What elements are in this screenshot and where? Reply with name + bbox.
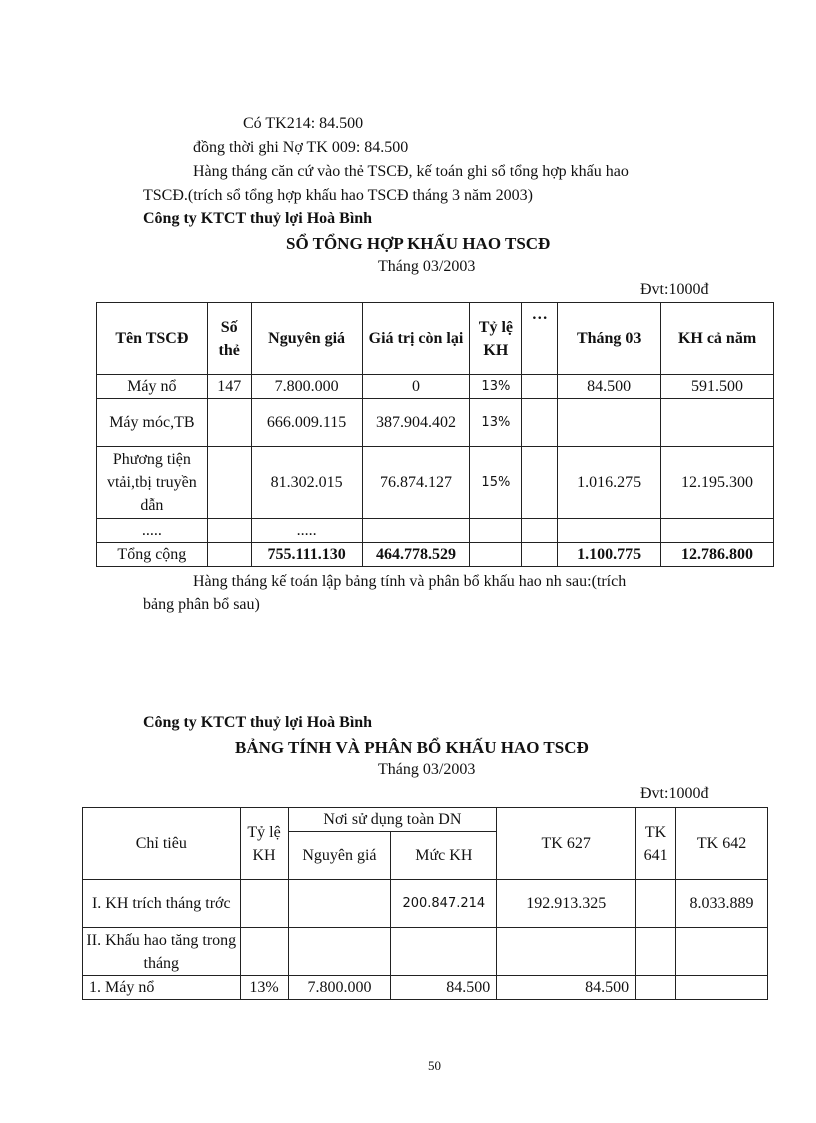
header-nguyen-gia: Nguyên giá bbox=[288, 832, 391, 880]
cell-ty-le bbox=[240, 928, 288, 976]
cell-dots bbox=[522, 375, 558, 399]
cell-tk627: 192.913.325 bbox=[497, 880, 636, 928]
cell-tk642 bbox=[676, 928, 768, 976]
cell-thang bbox=[558, 519, 661, 543]
cell-dots bbox=[522, 543, 558, 567]
cell-nguyen-gia: 81.302.015 bbox=[251, 447, 362, 519]
cell-dots bbox=[522, 399, 558, 447]
cell-tk641 bbox=[636, 928, 676, 976]
cell-so-the bbox=[207, 447, 251, 519]
cell-tk642: 8.033.889 bbox=[676, 880, 768, 928]
table-row bbox=[83, 976, 768, 1000]
cell-tk641 bbox=[636, 880, 676, 928]
cell-chi-tieu: II. Khấu hao tăng trong tháng bbox=[83, 928, 241, 976]
header-thang-03: Tháng 03 bbox=[558, 303, 661, 375]
depreciation-summary-table bbox=[96, 302, 774, 567]
company-name-2: Công ty KTCT thuỷ lợi Hoà Bình bbox=[143, 714, 373, 731]
cell-nguyen-gia bbox=[288, 880, 391, 928]
cell-tk627 bbox=[497, 928, 636, 976]
table-row bbox=[97, 375, 774, 399]
cell-con-lai bbox=[362, 519, 470, 543]
cell-nguyen-gia: 666.009.115 bbox=[251, 399, 362, 447]
cell-chi-tieu: 1. Máy nổ bbox=[83, 976, 241, 1000]
table1-header-row bbox=[97, 303, 774, 375]
cell-nguyen-gia bbox=[288, 928, 391, 976]
cell-so-the bbox=[207, 399, 251, 447]
cell-tk641 bbox=[636, 976, 676, 1000]
cell-ty-le: 13% bbox=[240, 976, 288, 1000]
cell-dots bbox=[522, 519, 558, 543]
header-gia-tri-con-lai: Giá trị còn lại bbox=[362, 303, 470, 375]
table1-title: SỔ TỔNG HỢP KHẤU HAO TSCĐ bbox=[286, 234, 551, 253]
cell-con-lai: 0 bbox=[362, 375, 470, 399]
cell-ty-le bbox=[470, 543, 522, 567]
depreciation-allocation-table bbox=[82, 807, 768, 1000]
cell-muc-kh bbox=[391, 928, 497, 976]
cell-tk627: 84.500 bbox=[497, 976, 636, 1000]
cell-name: Tổng cộng bbox=[97, 543, 208, 567]
cell-ty-le bbox=[240, 880, 288, 928]
cell-name: ..... bbox=[97, 519, 208, 543]
cell-name: Phương tiện vtải,tbị truyền dẫn bbox=[97, 447, 208, 519]
header-muc-kh: Mức KH bbox=[391, 832, 497, 880]
company-name-1: Công ty KTCT thuỷ lợi Hoà Bình bbox=[143, 210, 373, 227]
cell-nguyen-gia: ..... bbox=[251, 519, 362, 543]
middle-line-2: bảng phân bổ sau) bbox=[143, 596, 260, 613]
header-ty-le-kh: Tỷ lệ KH bbox=[240, 808, 288, 880]
cell-muc-kh: 200.847.214 bbox=[391, 880, 497, 928]
intro-line-3: Hàng tháng căn cứ vào thẻ TSCĐ, kế toán ghi sổ tổng hợp khấu hao bbox=[193, 163, 629, 180]
cell-con-lai: 464.778.529 bbox=[362, 543, 470, 567]
middle-line-1: Hàng tháng kế toán lập bảng tính và phân bổ khấu hao nh sau:(trích bbox=[193, 573, 627, 590]
cell-ty-le bbox=[470, 519, 522, 543]
table2-period: Tháng 03/2003 bbox=[378, 761, 476, 778]
intro-line-2: đồng thời ghi Nợ TK 009: 84.500 bbox=[193, 139, 409, 156]
cell-chi-tieu: I. KH trích tháng trớc bbox=[83, 880, 241, 928]
header-noi-su-dung: Nơi sử dụng toàn DN bbox=[288, 808, 497, 832]
cell-so-the bbox=[207, 519, 251, 543]
page-number: 50 bbox=[428, 1058, 441, 1073]
cell-nguyen-gia: 7.800.000 bbox=[288, 976, 391, 1000]
cell-name: Máy nổ bbox=[97, 375, 208, 399]
table-row bbox=[97, 519, 774, 543]
table-row bbox=[97, 447, 774, 519]
header-kh-ca-nam: KH cả năm bbox=[661, 303, 774, 375]
cell-so-the: 147 bbox=[207, 375, 251, 399]
cell-ca-nam: 12.786.800 bbox=[661, 543, 774, 567]
cell-thang: 1.100.775 bbox=[558, 543, 661, 567]
cell-dots bbox=[522, 447, 558, 519]
table1-unit: Đvt:1000đ bbox=[640, 281, 709, 298]
cell-ty-le: 15% bbox=[470, 447, 522, 519]
cell-so-the bbox=[207, 543, 251, 567]
cell-con-lai: 76.874.127 bbox=[362, 447, 470, 519]
header-ty-le-kh: Tỷ lệ KH bbox=[470, 303, 522, 375]
table2-title: BẢNG TÍNH VÀ PHÂN BỔ KHẤU HAO TSCĐ bbox=[235, 738, 589, 757]
header-nguyen-gia: Nguyên giá bbox=[251, 303, 362, 375]
table-row bbox=[97, 399, 774, 447]
cell-thang bbox=[558, 399, 661, 447]
cell-name: Máy móc,TB bbox=[97, 399, 208, 447]
cell-con-lai: 387.904.402 bbox=[362, 399, 470, 447]
table2-unit: Đvt:1000đ bbox=[640, 785, 709, 802]
header-so-the: Số thẻ bbox=[207, 303, 251, 375]
cell-ca-nam: 591.500 bbox=[661, 375, 774, 399]
header-tk641: TK 641 bbox=[636, 808, 676, 880]
cell-ca-nam: 12.195.300 bbox=[661, 447, 774, 519]
cell-ty-le: 13% bbox=[470, 399, 522, 447]
cell-ty-le: 13% bbox=[470, 375, 522, 399]
table-total-row bbox=[97, 543, 774, 567]
table-row bbox=[83, 928, 768, 976]
header-tk627: TK 627 bbox=[497, 808, 636, 880]
cell-muc-kh: 84.500 bbox=[391, 976, 497, 1000]
table2-header-row-1 bbox=[83, 808, 768, 832]
cell-tk642 bbox=[676, 976, 768, 1000]
header-chi-tieu: Chỉ tiêu bbox=[83, 808, 241, 880]
header-ten-tscd: Tên TSCĐ bbox=[97, 303, 208, 375]
table-row bbox=[83, 880, 768, 928]
cell-thang: 1.016.275 bbox=[558, 447, 661, 519]
cell-nguyen-gia: 7.800.000 bbox=[251, 375, 362, 399]
intro-line-1: Có TK214: 84.500 bbox=[243, 115, 364, 132]
cell-nguyen-gia: 755.111.130 bbox=[251, 543, 362, 567]
table1-period: Tháng 03/2003 bbox=[378, 258, 476, 275]
cell-ca-nam bbox=[661, 399, 774, 447]
intro-line-4: TSCĐ.(trích sổ tổng hợp khấu hao TSCĐ tháng 3 năm 2003) bbox=[143, 187, 533, 204]
header-ellipsis: … bbox=[522, 303, 558, 375]
cell-thang: 84.500 bbox=[558, 375, 661, 399]
cell-ca-nam bbox=[661, 519, 774, 543]
header-tk642: TK 642 bbox=[676, 808, 768, 880]
